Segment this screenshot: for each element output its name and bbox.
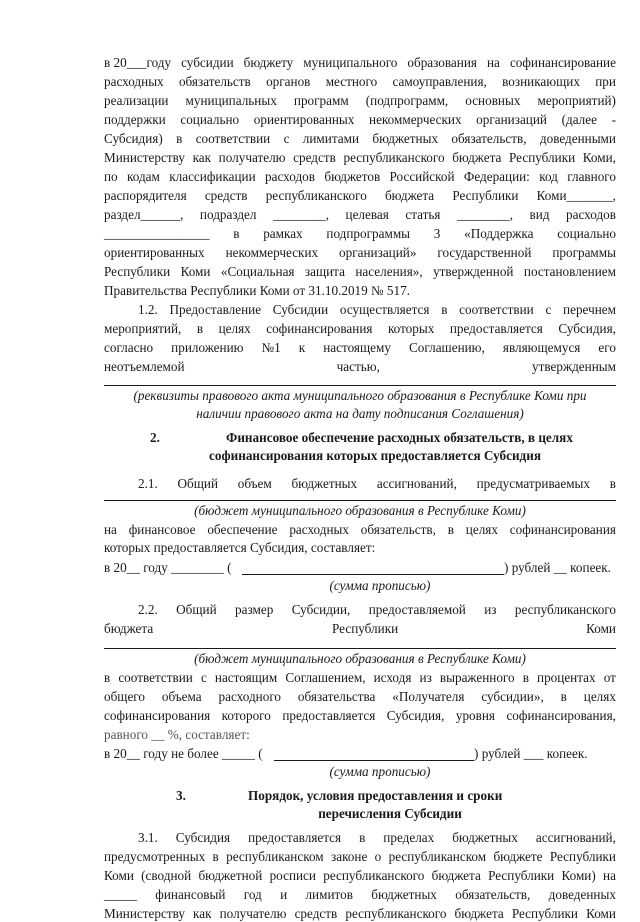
word: в — [560, 689, 567, 704]
text-line — [104, 906, 616, 922]
section-title: Финансовое обеспечение расходных обязательств, в целях — [226, 430, 573, 445]
word: соответствии — [459, 302, 534, 317]
word: предоставляемой — [368, 602, 466, 617]
word: выраженного — [439, 670, 515, 685]
word: с — [283, 131, 290, 146]
word: бюджета — [452, 150, 502, 165]
word: местного — [325, 74, 378, 89]
text-line — [104, 55, 616, 71]
word: социально — [180, 112, 240, 127]
word: согласно — [104, 340, 154, 355]
word: предусматриваемых — [476, 476, 591, 491]
word: в — [233, 226, 240, 241]
text-line — [104, 849, 616, 865]
word: Субсидии — [272, 302, 329, 317]
word: бюджетных — [291, 476, 358, 491]
paragraph-1-2-line — [138, 302, 616, 318]
word: в — [212, 849, 219, 864]
word: Республики — [549, 849, 616, 864]
word: бюджета — [384, 188, 435, 203]
amount-fill-line — [242, 574, 504, 575]
word: на — [487, 55, 500, 70]
word: кодам — [127, 169, 160, 184]
word: Предоставление — [169, 302, 262, 317]
word: размер — [235, 602, 274, 617]
word: Коми, — [582, 150, 616, 165]
word: основных — [465, 93, 521, 108]
section-number: 2. — [150, 430, 160, 445]
text-line — [104, 708, 616, 724]
word: лимитами — [302, 131, 360, 146]
fill-in-line — [104, 385, 616, 386]
word: Российской — [389, 169, 455, 184]
word: в — [447, 522, 454, 537]
word: Министерству — [104, 906, 185, 921]
word: бюджетных — [452, 830, 518, 845]
word: республиканском — [226, 849, 324, 864]
word: получателю — [219, 906, 287, 921]
word: год — [243, 887, 262, 902]
word: доведенными — [539, 131, 616, 146]
word: Республики — [509, 150, 576, 165]
word: 2.2. — [138, 602, 158, 617]
word: код — [539, 169, 558, 184]
word: как — [193, 906, 212, 921]
word: программ — [293, 93, 349, 108]
word: муниципальных — [185, 93, 277, 108]
word: социально — [557, 226, 616, 241]
word: расходных — [289, 522, 349, 537]
word: в — [176, 131, 183, 146]
word: Субсидия, — [386, 708, 445, 723]
word: утвержденной — [433, 264, 514, 279]
word: Республики — [452, 188, 519, 203]
word: подраздел — [199, 207, 257, 222]
word: на — [603, 868, 616, 883]
word: расходного — [218, 689, 282, 704]
word: бюджетной — [198, 868, 263, 883]
word: органов — [266, 74, 311, 89]
field-caption: (бюджет муниципального образования в Республике Коми) — [194, 651, 526, 666]
word: с — [545, 302, 552, 317]
word: государственной — [437, 245, 532, 260]
word: в — [359, 830, 366, 845]
word: из — [484, 602, 497, 617]
word: «Социальная — [220, 264, 295, 279]
field-caption: (реквизиты правового акта муниципального образования в Республике Коми при — [133, 388, 587, 403]
word: при — [595, 74, 616, 89]
word: законе — [331, 849, 368, 864]
word: Республики — [511, 906, 578, 921]
amount-fill-line — [274, 760, 474, 761]
word: (подпрограмм, — [365, 93, 449, 108]
paragraph-2-1-line — [138, 476, 616, 492]
word: целях — [583, 689, 616, 704]
word: Коми — [586, 621, 616, 636]
word: образования — [407, 55, 477, 70]
text-line: равного __ %, составляет: — [104, 727, 250, 742]
word: доведенных — [548, 887, 616, 902]
word: бюджетных — [372, 131, 439, 146]
word: Коми) — [561, 868, 596, 883]
word: неотъемлемой — [104, 359, 185, 374]
word: населения», — [355, 264, 423, 279]
section-title: перечисления Субсидии — [318, 806, 462, 821]
text-line — [104, 689, 616, 705]
word: приложению — [171, 340, 244, 355]
paragraph-3-1-line — [138, 830, 616, 846]
word: республиканском — [388, 849, 487, 864]
word: подпрограммы — [326, 226, 411, 241]
word: постановлением — [523, 264, 616, 279]
word: расходов — [566, 207, 616, 222]
word: рамках — [263, 226, 303, 241]
word: распорядителя — [104, 188, 187, 203]
word: которого — [221, 708, 271, 723]
word: республиканского — [343, 150, 445, 165]
word: объема — [161, 689, 202, 704]
text-line — [104, 359, 616, 375]
word: самоуправления, — [392, 74, 487, 89]
word: соответствии — [118, 670, 193, 685]
word: субсидии — [181, 55, 234, 70]
field-caption: (бюджет муниципального образования в Республике Коми) — [194, 503, 526, 518]
word: 2.1. — [138, 476, 158, 491]
word: общего — [104, 689, 145, 704]
fill-in-line — [104, 500, 616, 501]
word: расходных — [104, 74, 164, 89]
word: обеспечение — [207, 522, 278, 537]
word: республиканского — [265, 188, 367, 203]
text-line — [104, 887, 616, 903]
word: с — [200, 670, 207, 685]
word: бюджетных — [371, 887, 437, 902]
word: ориентированных — [104, 245, 205, 260]
word: некоммерческих — [369, 112, 462, 127]
word: поддержки — [104, 112, 166, 127]
section-title: Порядок, условия предоставления и сроки — [248, 788, 503, 803]
word: «Получателя — [392, 689, 465, 704]
word: обязательств, — [451, 131, 527, 146]
fill-in-line — [104, 648, 616, 649]
word: некоммерческих — [225, 245, 319, 260]
text-line — [104, 74, 616, 90]
word: на — [104, 522, 117, 537]
word: получателю — [218, 150, 286, 165]
word: (сводной — [141, 868, 192, 883]
amount-line-start: в 20__ году ________ ( — [104, 560, 232, 575]
amount-line-start: в 20__ году не более _____ ( — [104, 746, 263, 761]
word: средств — [294, 906, 338, 921]
word: софинансирования, — [506, 708, 616, 723]
word: программы — [552, 245, 616, 260]
word: главного — [567, 169, 616, 184]
text-line — [104, 169, 616, 185]
word: статья — [405, 207, 441, 222]
word: «Поддержка — [464, 226, 534, 241]
text-line: которых предоставляется Субсидия, составляет: — [104, 540, 376, 555]
word: ориентированных — [253, 112, 355, 127]
word: муниципального — [303, 55, 398, 70]
word: предусмотренных — [104, 849, 206, 864]
text-line — [104, 207, 616, 223]
text-line — [104, 321, 616, 337]
word: классификации — [169, 169, 256, 184]
word: субсидии», — [481, 689, 544, 704]
word: настоящему — [323, 340, 391, 355]
word: Министерству — [104, 150, 185, 165]
word: Субсидия, — [558, 321, 616, 336]
word: Субсидия) — [104, 131, 163, 146]
word: софинансирования — [266, 321, 373, 336]
word: в — [522, 670, 529, 685]
word: в — [196, 321, 204, 336]
text-line — [104, 670, 616, 686]
word: ассигнований, — [376, 476, 457, 491]
word: и — [280, 887, 288, 902]
word: о — [374, 849, 382, 864]
text-line — [104, 245, 616, 261]
paragraph-2-2-line — [138, 602, 616, 618]
word: в — [104, 670, 111, 685]
word: обязательств — [178, 74, 251, 89]
word: являющемуся — [502, 340, 581, 355]
word: по — [104, 169, 118, 184]
word: софинансирования — [509, 522, 616, 537]
text-line: Правительства Республики Коми от 31.10.2019 № 517. — [104, 283, 410, 298]
text-line — [104, 226, 616, 242]
word: софинансирования — [104, 708, 211, 723]
word: - — [611, 112, 616, 127]
word: организаций» — [339, 245, 417, 260]
section-title: софинансирования которых предоставляется Субсидия — [209, 448, 541, 463]
word: реализации — [104, 93, 169, 108]
word: (далее — [561, 112, 597, 127]
word: бюджете — [493, 849, 543, 864]
word: которых — [387, 321, 435, 336]
word: обязательств, — [455, 887, 531, 902]
field-caption: (сумма прописью) — [329, 764, 431, 779]
text-line — [104, 150, 616, 166]
word: от — [603, 670, 616, 685]
word: Субсидия — [175, 830, 231, 845]
word: средств — [293, 150, 336, 165]
text-line — [104, 93, 616, 109]
word: в — [609, 476, 616, 491]
word: 1.2. — [138, 302, 158, 317]
word: финансовое — [128, 522, 196, 537]
word: обязательств, — [360, 522, 436, 537]
word: в 20___году — [104, 55, 172, 70]
word: Соглашением, — [285, 670, 366, 685]
word: росписи — [269, 868, 316, 883]
word: целевая — [345, 207, 389, 222]
text-line — [104, 522, 616, 538]
word: Общий — [176, 602, 217, 617]
word: _____ — [104, 887, 137, 902]
word: лимитов — [305, 887, 353, 902]
word: республиканского — [514, 602, 616, 617]
word: Коми — [586, 906, 616, 921]
word: настоящим — [214, 670, 278, 685]
word: бюджета — [104, 621, 154, 636]
text-line — [104, 340, 616, 356]
text-line — [104, 131, 616, 147]
word: из — [419, 670, 432, 685]
word: уровня — [455, 708, 495, 723]
word: финансовый — [155, 887, 226, 902]
word: его — [598, 340, 616, 355]
word: обязательства — [297, 689, 376, 704]
word: к — [298, 340, 306, 355]
word: организаций — [476, 112, 547, 127]
word: Соглашению, — [409, 340, 485, 355]
field-caption: (сумма прописью) — [329, 578, 431, 593]
word: предоставляется — [248, 830, 342, 845]
word: Республики — [104, 264, 171, 279]
word: предоставляется — [282, 708, 376, 723]
word: как — [192, 150, 212, 165]
word: перечнем — [563, 302, 616, 317]
section-number: 3. — [176, 788, 186, 803]
word: возникающих — [502, 74, 580, 89]
word: ________________ — [104, 226, 210, 241]
word: бюджета — [454, 906, 504, 921]
word: Коми — [180, 264, 211, 279]
word: Общий — [177, 476, 219, 491]
text-line — [104, 868, 616, 884]
word: Федерации: — [463, 169, 530, 184]
word: средств — [204, 188, 248, 203]
word: бюджета — [431, 868, 481, 883]
word: утвержденным — [532, 359, 616, 374]
word: Коми — [104, 868, 134, 883]
word: Республики — [488, 868, 555, 883]
word: Субсидии, — [291, 602, 351, 617]
word: Коми_______, — [536, 188, 616, 203]
word: целях — [465, 522, 498, 537]
field-caption: наличии правового акта на дату подписания Соглашения) — [196, 406, 524, 421]
word: ________, — [272, 207, 330, 222]
word: республиканского — [323, 868, 425, 883]
word: процентах — [537, 670, 596, 685]
word: исходя — [373, 670, 412, 685]
word: осуществляется — [339, 302, 430, 317]
word: вид — [529, 207, 550, 222]
word: бюджетов — [324, 169, 381, 184]
word: расходов — [265, 169, 316, 184]
word: Республики — [332, 621, 399, 636]
word: пределах — [383, 830, 435, 845]
text-line — [104, 112, 616, 128]
text-line — [104, 264, 616, 280]
word: №1 — [261, 340, 281, 355]
word: соответствии — [195, 131, 271, 146]
word: республиканского — [345, 906, 447, 921]
word: раздел______, — [104, 207, 184, 222]
text-line — [104, 188, 616, 204]
word: мероприятий, — [104, 321, 182, 336]
word: бюджету — [243, 55, 294, 70]
word: ________, — [456, 207, 514, 222]
word: 3.1. — [138, 830, 158, 845]
word: мероприятий) — [537, 93, 616, 108]
word: частью, — [336, 359, 380, 374]
word: 3 — [433, 226, 441, 241]
word: объем — [237, 476, 272, 491]
word: в — [441, 302, 448, 317]
amount-line-end: ) рублей __ копеек. — [504, 560, 611, 575]
word: софинансирование — [509, 55, 616, 70]
word: предоставляется — [449, 321, 543, 336]
word: защита — [304, 264, 345, 279]
word: ассигнований, — [535, 830, 616, 845]
amount-line-end: ) рублей ___ копеек. — [474, 746, 588, 761]
word: целях — [218, 321, 251, 336]
